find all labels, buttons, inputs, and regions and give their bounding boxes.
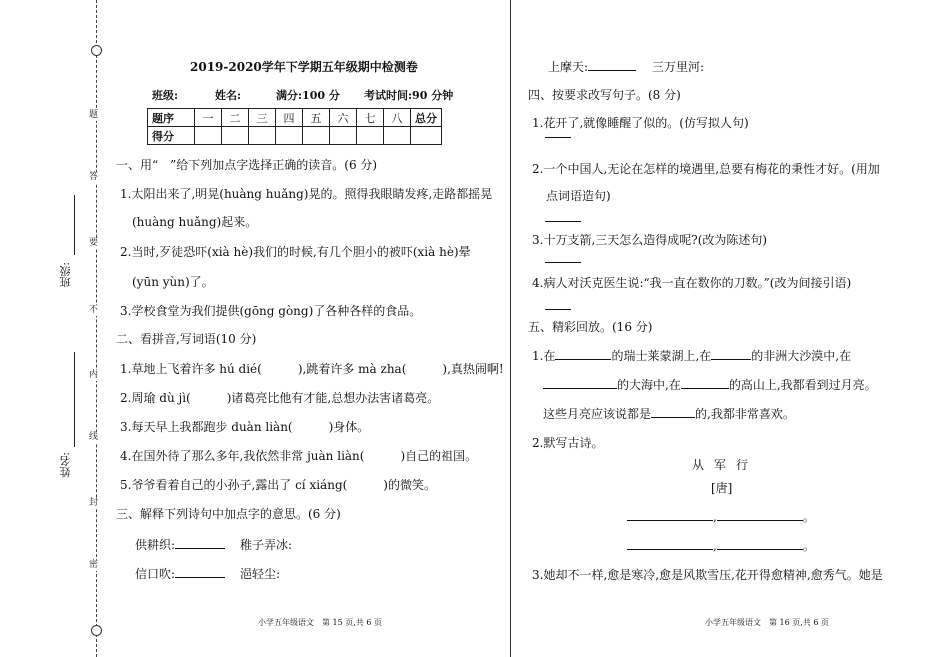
- s4-question-2a: 2.一个中国人,无论在怎样的境遇里,总要有梅花的秉性才好。(用加: [532, 162, 880, 176]
- score-table-score-row: [148, 127, 442, 145]
- answer-blank[interactable]: [175, 565, 225, 578]
- s1-question-2b: (yūn yùn)了。: [132, 275, 214, 289]
- answer-line[interactable]: [545, 262, 581, 263]
- score-cell[interactable]: [411, 127, 442, 145]
- s1-question-1a: 1.太阳出来了,明晃(huàng huǎng)晃的。照得我眼睛发疼,走路都摇晃: [120, 187, 493, 201]
- s4-question-3: 3.十万支箭,三天怎么造得成呢?(改为陈述句): [532, 233, 768, 247]
- answer-line[interactable]: [545, 137, 571, 138]
- r-top-a: [548, 58, 636, 75]
- answer-line[interactable]: [545, 309, 571, 310]
- s5-q1-text: 的,我都非常喜欢。: [695, 407, 795, 421]
- answer-blank[interactable]: [627, 537, 713, 550]
- score-table-header-row: [148, 109, 442, 127]
- s4-question-1: 1.花开了,就像睡醒了似的。(仿写拟人句): [532, 116, 749, 130]
- score-cell[interactable]: [384, 127, 411, 145]
- answer-blank[interactable]: [651, 405, 695, 418]
- binding-char: 封: [89, 498, 99, 508]
- score-header-cell: 总分: [411, 109, 442, 127]
- answer-line[interactable]: [545, 221, 581, 222]
- s3-item-d: 浥轻尘:: [240, 567, 281, 581]
- s1-question-2a: 2.当时,歹徒恐吓(xià hè)我们的时候,有几个胆小的被吓(xià hè)晕: [120, 245, 471, 259]
- class-field-line[interactable]: [74, 195, 75, 255]
- poem-comma: ,: [713, 510, 717, 524]
- score-header-cell: 七: [357, 109, 384, 127]
- answer-blank[interactable]: [627, 508, 713, 521]
- section-5-heading: 五、精彩回放。(16 分): [528, 320, 653, 334]
- right-page-footer: 小学五年级语文 第 16 页,共 6 页: [705, 618, 829, 627]
- score-cell[interactable]: [357, 127, 384, 145]
- binding-char: 要: [89, 238, 99, 248]
- section-1-heading: 一、用“ ”给下列加点字选择正确的读音。(6 分): [116, 158, 378, 172]
- s2-question-2: 2.周瑜 dù jì( )诸葛亮比他有才能,总想办法害诸葛亮。: [120, 391, 440, 405]
- poem-dynasty: [唐]: [711, 481, 733, 495]
- s2-question-1: 1.草地上飞着许多 hú dié( ),跳着许多 mà zha( ),真热闹啊!: [120, 362, 504, 376]
- binding-char: 答: [89, 172, 99, 182]
- answer-blank[interactable]: [681, 376, 729, 389]
- s5-q1-text: 的高山上,我都看到过月亮。: [728, 378, 877, 392]
- section-2-heading: 二、看拼音,写词语(10 分): [116, 332, 257, 346]
- class-label: 班级:: [59, 262, 72, 288]
- answer-blank[interactable]: [588, 58, 636, 71]
- s5-q1-text: 1.在: [532, 349, 556, 363]
- s3-item-a-label: 供耕织:: [135, 538, 176, 552]
- binding-char: 线: [89, 432, 99, 442]
- score-cell[interactable]: [276, 127, 303, 145]
- score-table: [147, 108, 442, 145]
- s3-item-c: [135, 565, 225, 582]
- score-row-label: 得分: [148, 127, 195, 145]
- score-cell[interactable]: [222, 127, 249, 145]
- binding-ring: [91, 45, 102, 56]
- poem-line-1: [627, 508, 815, 525]
- time-info: 考试时间:90 分钟: [364, 89, 454, 102]
- score-cell[interactable]: [303, 127, 330, 145]
- s4-question-2b: 点词语造句): [546, 189, 611, 203]
- name-info: 姓名:: [215, 89, 242, 102]
- s2-question-3: 3.每天早上我都跑步 duàn liàn( )身体。: [120, 420, 370, 434]
- score-header-cell: 六: [330, 109, 357, 127]
- r-top-a-label: 上摩天:: [548, 60, 589, 74]
- score-header-cell: 二: [222, 109, 249, 127]
- score-header-cell: 四: [276, 109, 303, 127]
- s3-item-a: [135, 536, 225, 553]
- binding-char: 题: [89, 110, 99, 120]
- s2-question-4: 4.在国外待了那么多年,我依然非常 juàn liàn( )自己的祖国。: [120, 449, 478, 463]
- s1-question-3: 3.学校食堂为我们提供(gōng gòng)了各种各样的食品。: [120, 304, 422, 318]
- binding-char: 内: [89, 370, 99, 380]
- s5-q1-text: 的非洲大沙漠中,在: [751, 349, 852, 363]
- s5-question-1-line-3: [543, 405, 795, 422]
- binding-ring: [91, 625, 102, 636]
- left-page-footer: 小学五年级语文 第 15 页,共 6 页: [258, 618, 382, 627]
- answer-blank[interactable]: [717, 508, 803, 521]
- s5-q1-text: 的大海中,在: [617, 378, 681, 392]
- answer-blank[interactable]: [555, 347, 611, 360]
- answer-blank[interactable]: [543, 376, 617, 389]
- score-header-cell: 题序: [148, 109, 195, 127]
- s4-question-4: 4.病人对沃克医生说:“我一直在数你的刀数。”(改为间接引语): [532, 276, 852, 290]
- score-cell[interactable]: [249, 127, 276, 145]
- s5-q1-text: 的瑞士莱蒙湖上,在: [611, 349, 712, 363]
- class-info: 班级:: [152, 89, 179, 102]
- s3-item-b: 稚子弄冰:: [240, 538, 293, 552]
- s5-question-3: 3.她却不一样,愈是寒冷,愈是风欺雪压,花开得愈精神,愈秀气。她是: [532, 568, 883, 582]
- poem-line-2: [627, 537, 815, 554]
- score-header-cell: 五: [303, 109, 330, 127]
- s5-question-2: 2.默写古诗。: [532, 436, 604, 450]
- s5-question-1-line-1: [532, 347, 851, 364]
- score-cell[interactable]: [330, 127, 357, 145]
- binding-char: 密: [89, 560, 99, 570]
- answer-blank[interactable]: [717, 537, 803, 550]
- section-3-heading: 三、解释下列诗句中加点字的意思。(6 分): [116, 507, 341, 521]
- full-score-info: 满分:100 分: [276, 89, 340, 102]
- poem-comma: ,: [713, 539, 717, 553]
- s1-question-1b: (huàng huǎng)起来。: [132, 215, 258, 229]
- s2-question-5: 5.爷爷看着自己的小孙子,露出了 cí xiáng( )的微笑。: [120, 478, 436, 492]
- s5-question-1-line-2: [543, 376, 877, 393]
- answer-blank[interactable]: [711, 347, 751, 360]
- name-label: 姓名:: [59, 452, 72, 478]
- exam-title: 2019-2020学年下学期五年级期中检测卷: [190, 60, 418, 74]
- s5-q1-text: 这些月亮应该说都是: [543, 407, 652, 421]
- answer-blank[interactable]: [175, 536, 225, 549]
- poem-title: 从军行: [692, 458, 759, 472]
- binding-char: 不: [89, 305, 99, 315]
- column-divider: [510, 0, 511, 657]
- score-cell[interactable]: [195, 127, 222, 145]
- score-header-cell: 一: [195, 109, 222, 127]
- poem-period: 。: [802, 539, 815, 553]
- s3-item-c-label: 信口吹:: [135, 567, 176, 581]
- section-4-heading: 四、按要求改写句子。(8 分): [528, 88, 681, 102]
- poem-period: 。: [802, 510, 815, 524]
- score-header-cell: 八: [384, 109, 411, 127]
- r-top-b: 三万里河:: [652, 60, 705, 74]
- binding-line: [96, 0, 97, 657]
- score-header-cell: 三: [249, 109, 276, 127]
- name-field-line[interactable]: [74, 352, 75, 447]
